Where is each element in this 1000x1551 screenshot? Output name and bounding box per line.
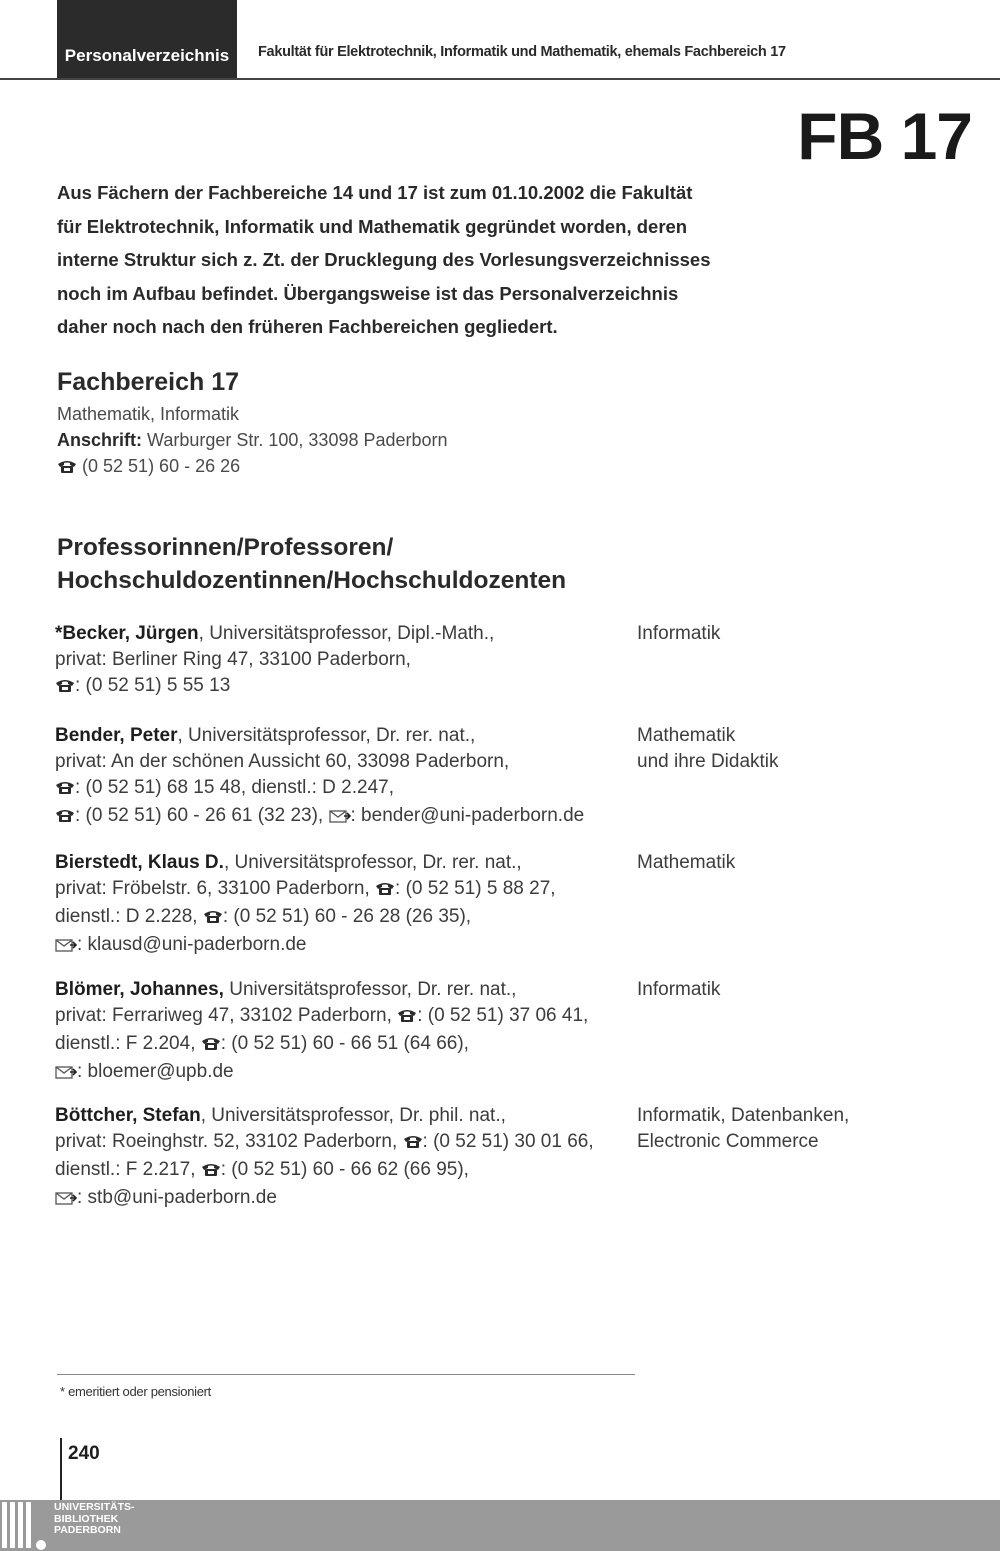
entry-phone: : (0 52 51) 5 88 27, xyxy=(395,878,556,899)
entry-name: Blömer, Johannes, xyxy=(55,979,224,1000)
entry-subject-line: und ihre Didaktik xyxy=(637,751,779,772)
entry-line xyxy=(55,1059,630,1087)
entry-line xyxy=(55,673,630,701)
entry-line xyxy=(55,775,630,803)
email-icon xyxy=(329,805,351,831)
entry-subject-line: Mathematik xyxy=(637,852,736,873)
telephone-icon xyxy=(57,458,77,479)
entry-title: Universitätsprofessor, Dr. rer. nat., xyxy=(223,979,517,1000)
entry-phone: : (0 52 51) 60 - 26 61 (32 23), xyxy=(75,805,329,826)
entry-subject-line: Informatik, Datenbanken, xyxy=(637,1105,850,1126)
entry-title: , Universitätsprofessor, Dipl.-Math., xyxy=(198,623,495,644)
entry-subject xyxy=(637,621,967,647)
department-subjects: Mathematik, Informatik xyxy=(57,404,240,424)
phone-number: (0 52 51) 60 - 26 26 xyxy=(82,456,241,476)
intro-paragraph xyxy=(57,176,757,344)
entry-office: dienstl.: D 2.228, xyxy=(55,906,203,927)
entry-subject xyxy=(637,1103,967,1155)
entry-email: : stb@uni-paderborn.de xyxy=(77,1187,277,1208)
entry-name: *Becker, Jürgen xyxy=(55,623,199,644)
entry-line xyxy=(55,904,630,932)
header-divider xyxy=(0,78,1000,80)
header-subtitle: Fakultät für Elektrotechnik, Informatik und Mathematik, ehemals Fachbereich 17 xyxy=(258,44,786,60)
entry-line xyxy=(55,1157,630,1185)
entry-title: , Universitätsprofessor, Dr. rer. nat., xyxy=(223,852,522,873)
library-name-line: UNIVERSITÄTS- xyxy=(54,1501,135,1513)
library-name-line: BIBLIOTHEK xyxy=(54,1512,119,1525)
entry-phone: : (0 52 51) 37 06 41, xyxy=(417,1005,589,1026)
entry-line xyxy=(55,876,630,904)
entry-email: : klausd@uni-paderborn.de xyxy=(77,934,307,955)
entry-address: privat: An der schönen Aussicht 60, 33098 Paderborn, xyxy=(55,751,510,772)
page-number: 240 xyxy=(68,1443,100,1464)
telephone-icon xyxy=(55,675,75,701)
intro-line: daher noch nach den früheren Fachbereichen gegliedert. xyxy=(57,316,558,337)
entry-phone: : (0 52 51) 30 01 66, xyxy=(422,1131,594,1152)
entry-details xyxy=(55,723,630,831)
entry-name: Bender, Peter xyxy=(55,725,178,746)
intro-line: interne Struktur sich z. Zt. der Drucklegung des Vorlesungsverzeichnisses xyxy=(57,249,711,270)
telephone-icon xyxy=(375,878,395,904)
entry-line xyxy=(55,723,630,749)
professors-heading-line: Professorinnen/Professoren/ xyxy=(57,534,394,561)
entry-address: privat: Roeinghstr. 52, 33102 Paderborn, xyxy=(55,1131,403,1152)
email-icon xyxy=(55,1187,77,1213)
entry-subject xyxy=(637,977,967,1003)
library-logo-icon xyxy=(2,1502,31,1548)
entry-title: , Universitätsprofessor, Dr. phil. nat., xyxy=(200,1105,506,1126)
professors-heading xyxy=(57,531,566,597)
entry-line xyxy=(55,1185,630,1213)
entry-name: Böttcher, Stefan xyxy=(55,1105,201,1126)
telephone-icon xyxy=(55,805,75,831)
department-address xyxy=(57,430,448,451)
intro-line: Aus Fächern der Fachbereiche 14 und 17 ist zum 01.10.2002 die Fakultät xyxy=(57,182,693,203)
library-stamp-band xyxy=(0,1500,1000,1551)
page-number-rule xyxy=(60,1438,62,1502)
email-icon xyxy=(55,934,77,960)
entry-phone: : (0 52 51) 60 - 66 51 (64 66), xyxy=(220,1033,469,1054)
entry-office: dienstl.: F 2.217, xyxy=(55,1159,201,1180)
footnote-divider xyxy=(57,1374,635,1375)
telephone-icon xyxy=(201,1159,221,1185)
entry-title: , Universitätsprofessor, Dr. rer. nat., xyxy=(177,725,476,746)
address-value: Warburger Str. 100, 33098 Paderborn xyxy=(147,430,448,450)
entry-details xyxy=(55,1103,630,1213)
telephone-icon xyxy=(55,777,75,803)
entry-phone: : (0 52 51) 68 15 48, dienstl.: D 2.247, xyxy=(75,777,394,798)
entry-subject-line: Mathematik xyxy=(637,725,736,746)
section-tag-label: Personalverzeichnis xyxy=(64,46,230,65)
entry-line xyxy=(55,803,630,831)
entry-details xyxy=(55,621,630,701)
entry-address: privat: Ferrariweg 47, 33102 Paderborn, xyxy=(55,1005,398,1026)
telephone-icon xyxy=(203,906,223,932)
entry-subject-line: Informatik xyxy=(637,623,721,644)
entry-line xyxy=(55,1031,630,1059)
entry-phone: : (0 52 51) 60 - 66 62 (66 95), xyxy=(220,1159,469,1180)
entry-line xyxy=(55,932,630,960)
entry-email: : bender@uni-paderborn.de xyxy=(350,805,585,826)
entry-phone: : (0 52 51) 5 55 13 xyxy=(75,675,231,696)
telephone-icon xyxy=(403,1131,423,1157)
entry-address: privat: Fröbelstr. 6, 33100 Paderborn, xyxy=(55,878,376,899)
entry-subject-line: Informatik xyxy=(637,979,721,1000)
entry-details xyxy=(55,850,630,960)
library-logo-dot xyxy=(36,1540,46,1550)
entry-subject xyxy=(637,850,967,876)
address-label: Anschrift: xyxy=(57,430,142,450)
entry-subject xyxy=(637,723,967,775)
entry-line xyxy=(55,1129,630,1157)
footnote: * emeritiert oder pensioniert xyxy=(60,1384,211,1399)
library-name-line: PADERBORN xyxy=(54,1524,121,1536)
entry-line xyxy=(55,850,630,876)
library-name xyxy=(54,1502,135,1537)
entry-line xyxy=(55,1003,630,1031)
entry-line xyxy=(55,977,630,1003)
intro-line: für Elektrotechnik, Informatik und Mathematik gegründet worden, deren xyxy=(57,215,688,237)
entry-email: : bloemer@upb.de xyxy=(77,1061,234,1082)
entry-phone: : (0 52 51) 60 - 26 28 (26 35), xyxy=(222,906,472,927)
entry-line xyxy=(55,1103,630,1129)
section-tag xyxy=(57,0,237,78)
entry-address: privat: Berliner Ring 47, 33100 Paderborn, xyxy=(55,649,411,670)
telephone-icon xyxy=(201,1033,221,1059)
intro-line: noch im Aufbau befindet. Übergangsweise ist das Personalverzeichnis xyxy=(57,282,679,304)
professors-heading-line: Hochschuldozentinnen/Hochschuldozenten xyxy=(57,567,567,594)
entry-office: dienstl.: F 2.204, xyxy=(55,1033,201,1054)
department-phone xyxy=(57,456,240,479)
entry-subject-line: Electronic Commerce xyxy=(637,1131,819,1152)
telephone-icon xyxy=(397,1005,417,1031)
fb-label: FB 17 xyxy=(797,99,972,173)
entry-line xyxy=(55,621,630,647)
entry-name: Bierstedt, Klaus D. xyxy=(55,852,224,873)
entry-details xyxy=(55,977,630,1087)
email-icon xyxy=(55,1061,77,1087)
department-title: Fachbereich 17 xyxy=(57,368,240,396)
